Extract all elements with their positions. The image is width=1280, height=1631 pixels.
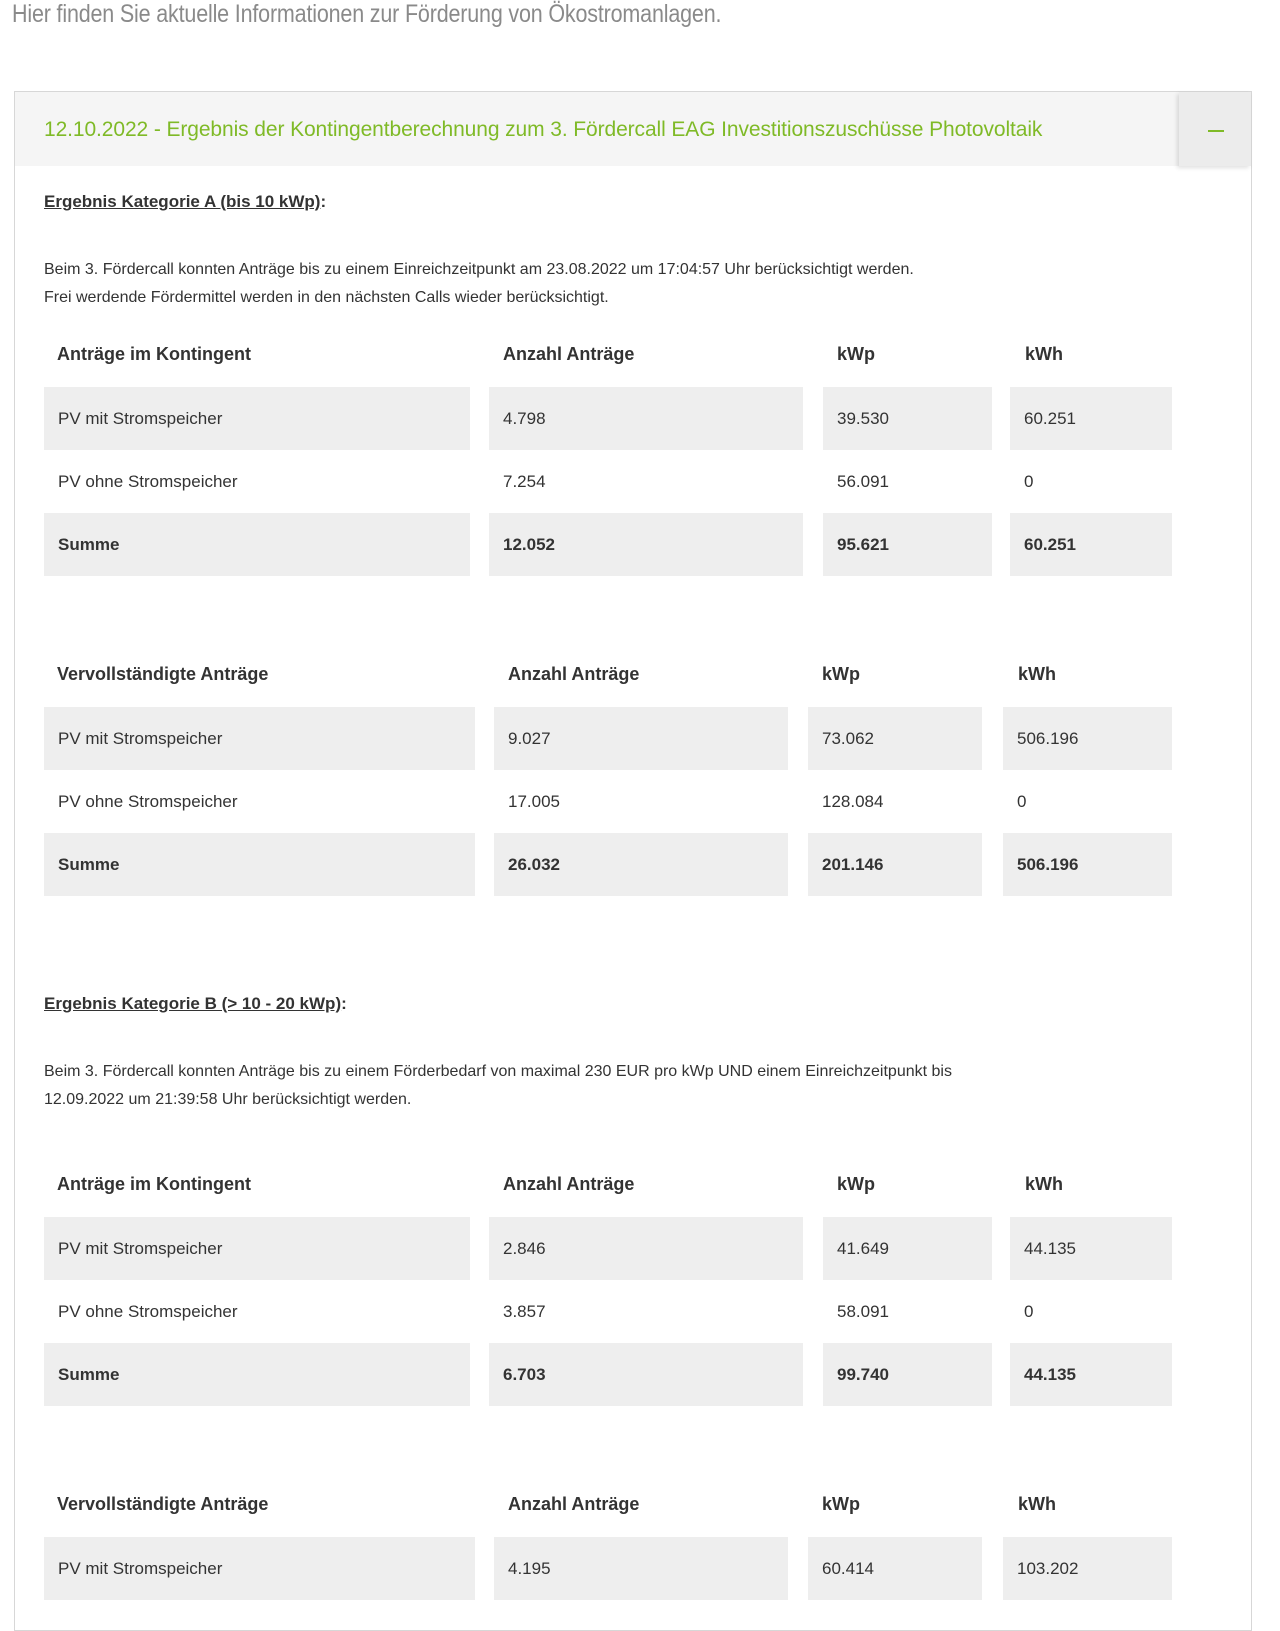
table-cell: PV ohne Stromspeicher — [58, 792, 238, 811]
table-header-cell: kWp — [822, 664, 860, 684]
table-sum-cell: 12.052 — [489, 513, 803, 576]
table-cell: PV mit Stromspeicher — [44, 707, 475, 770]
table-header-cell: kWp — [837, 1174, 875, 1194]
section-b-paragraph-line-1: Beim 3. Fördercall konnten Anträge bis zu einem Förderbedarf von maximal 230 EUR pro kWp UND einem Einreichzeitpunkt bis — [44, 1063, 952, 1080]
table-cell: 506.196 — [1003, 707, 1172, 770]
table-sum-cell: 26.032 — [494, 833, 788, 896]
table-cell: PV ohne Stromspeicher — [58, 1302, 238, 1321]
minus-icon — [1208, 130, 1224, 132]
table-cell: 39.530 — [823, 387, 992, 450]
section-heading-b-suffix: : — [341, 994, 347, 1013]
table-cell: 4.195 — [494, 1537, 788, 1600]
table-cell: 2.846 — [489, 1217, 803, 1280]
table-sum-cell: 201.146 — [808, 833, 982, 896]
table-cell: 44.135 — [1010, 1217, 1172, 1280]
table-sum-cell: 506.196 — [1003, 833, 1172, 896]
table-cell: 9.027 — [494, 707, 788, 770]
section-heading-a-suffix: : — [320, 192, 327, 211]
table-cell: PV mit Stromspeicher — [44, 387, 470, 450]
table-header-cell: Vervollständigte Anträge — [57, 664, 269, 684]
table-cell: 128.084 — [822, 792, 884, 811]
table-sum-cell: Summe — [44, 833, 475, 896]
table-cell: 73.062 — [808, 707, 982, 770]
table-sum-cell: 95.621 — [823, 513, 992, 576]
table-cell: 60.251 — [1010, 387, 1172, 450]
table-header-cell: kWp — [837, 344, 875, 364]
accordion-panel — [14, 91, 1252, 1631]
collapse-toggle-button[interactable] — [1179, 92, 1251, 166]
table-cell: 3.857 — [503, 1302, 546, 1321]
table-header-cell: Anzahl Anträge — [508, 664, 640, 684]
section-heading-a-label: Ergebnis Kategorie A (bis 10 kWp) — [44, 192, 321, 211]
table-cell: PV ohne Stromspeicher — [58, 472, 238, 491]
table-cell: 103.202 — [1003, 1537, 1172, 1600]
table-cell: 7.254 — [503, 472, 546, 491]
table-header-cell: kWh — [1018, 664, 1056, 684]
table-sum-cell: Summe — [44, 1343, 470, 1406]
table-cell: 0 — [1017, 792, 1027, 811]
accordion-header[interactable] — [15, 92, 1251, 166]
table-sum-cell: 6.703 — [489, 1343, 803, 1406]
table-cell: PV mit Stromspeicher — [44, 1537, 475, 1600]
table-header-cell: kWh — [1018, 1494, 1056, 1514]
table-cell: 60.414 — [808, 1537, 982, 1600]
table-header-cell: Vervollständigte Anträge — [57, 1494, 269, 1514]
table-header-cell: Anzahl Anträge — [503, 1174, 635, 1194]
section-a-paragraph-line-2: Frei werdende Fördermittel werden in den nächsten Calls wieder berücksichtigt. — [44, 289, 609, 306]
table-sum-cell: Summe — [44, 513, 470, 576]
section-heading-b — [44, 994, 347, 1014]
section-a-paragraph-line-1: Beim 3. Fördercall konnten Anträge bis zu einem Einreichzeitpunkt am 23.08.2022 um 17:04:57 Uhr berücksichtigt werden. — [44, 261, 914, 278]
table-header-cell: Anträge im Kontingent — [57, 1174, 251, 1194]
section-heading-a — [44, 192, 326, 212]
table-cell: 41.649 — [823, 1217, 992, 1280]
table-cell: 17.005 — [508, 792, 560, 811]
table-sum-cell: 99.740 — [823, 1343, 992, 1406]
table-cell: 58.091 — [837, 1302, 889, 1321]
table-header-cell: Anträge im Kontingent — [57, 344, 251, 364]
section-b-paragraph-line-2: 12.09.2022 um 21:39:58 Uhr berücksichtigt werden. — [44, 1091, 412, 1108]
table-cell: 56.091 — [837, 472, 889, 491]
table-header-cell: Anzahl Anträge — [503, 344, 635, 364]
table-cell: 4.798 — [489, 387, 803, 450]
table-cell: 0 — [1024, 472, 1034, 491]
table-cell: PV mit Stromspeicher — [44, 1217, 470, 1280]
intro-text: Hier finden Sie aktuelle Informationen zur Förderung von Ökostromanlagen. — [12, 0, 722, 28]
table-header-cell: kWh — [1025, 344, 1063, 364]
table-sum-cell: 60.251 — [1010, 513, 1172, 576]
table-header-cell: kWp — [822, 1494, 860, 1514]
table-cell: 0 — [1024, 1302, 1034, 1321]
section-heading-b-label: Ergebnis Kategorie B (> 10 - 20 kWp) — [44, 994, 342, 1013]
accordion-title[interactable]: 12.10.2022 - Ergebnis der Kontingentberechnung zum 3. Fördercall EAG Investitionszuschüsse Photovoltaik — [44, 118, 1043, 141]
table-sum-cell: 44.135 — [1010, 1343, 1172, 1406]
table-header-cell: kWh — [1025, 1174, 1063, 1194]
table-header-cell: Anzahl Anträge — [508, 1494, 640, 1514]
